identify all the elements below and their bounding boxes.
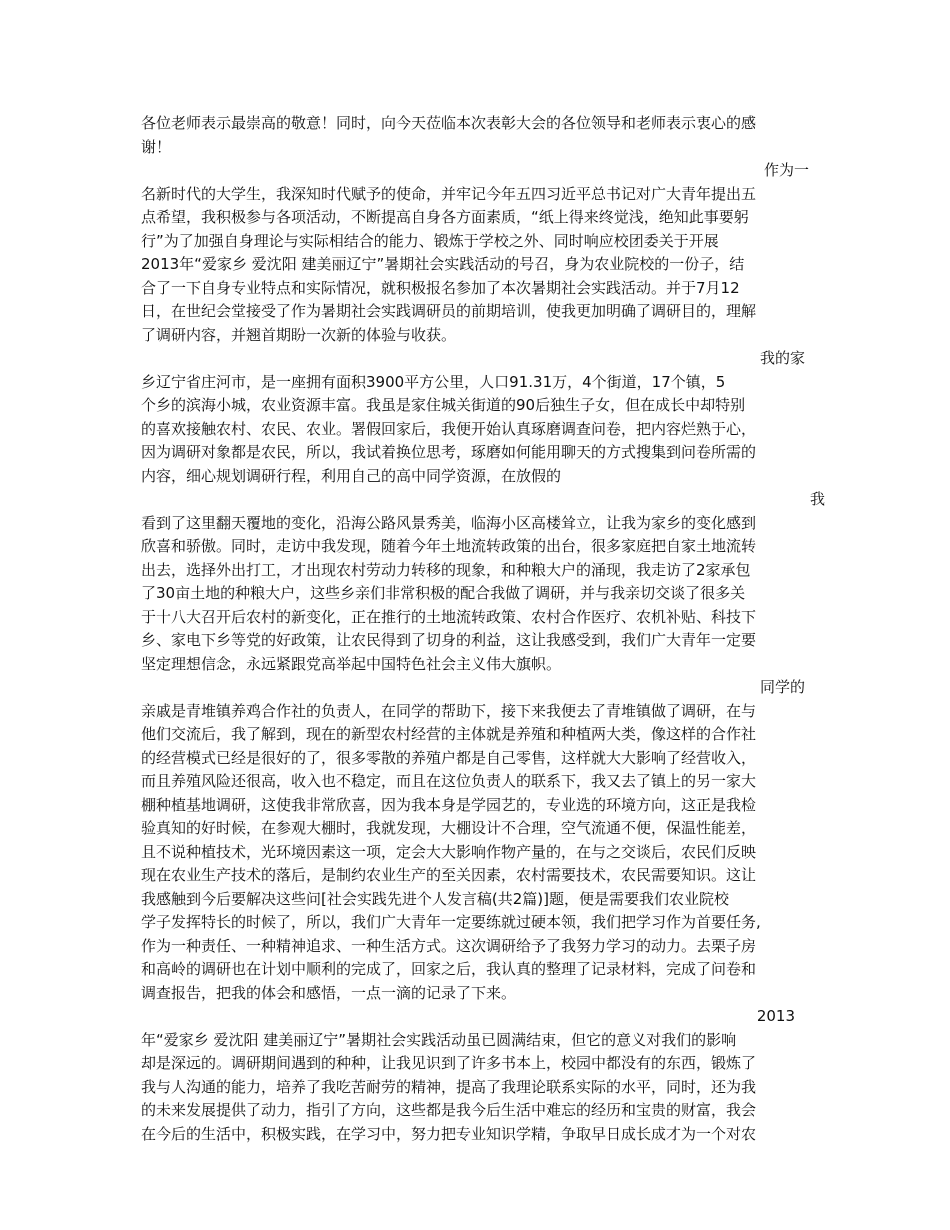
text-line: 出去，选择外出打工，才出现农村劳动力转移的现象，和种粮大户的涌现，我走访了2家承包 (141, 560, 751, 579)
paragraph-4 (141, 488, 825, 676)
text-line: 我感触到今后要解决这些问[社会实践先进个人发言稿(共2篇)]题，便是需要我们农业院校 (141, 889, 729, 908)
text-line: 作为一种责任、一种精神追求、一种生活方式。这次调研给予了我努力学习的动力。去栗子房 (141, 936, 757, 955)
text-line: 且不说种植技术，光环境因素这一项，定会大大影响作物产量的，在与之交谈后，农民们反映 (141, 842, 757, 861)
text-line: 年“爱家乡 爱沈阳 建美丽辽宁”暑期社会实践活动虽已圆满结束，但它的意义对我们的影响 (141, 1030, 737, 1049)
text-line: 欣喜和骄傲。同时，走访中我发现，随着今年土地流转政策的出台，很多家庭把自家土地流转 (141, 537, 757, 555)
text-line: 验真知的好时候，在参观大棚时，我就发现，大棚设计不合理，空气流通不便，保温性能差， (141, 819, 757, 837)
text-line: 现在农业生产技术的落后，是制约农业生产的至关因素，农村需要技术，农民需要知识。这让 (141, 866, 757, 884)
paragraph-2 (141, 159, 817, 347)
document-page (141, 112, 825, 1146)
paragraph-5 (141, 676, 817, 1005)
paragraph-lead: 我的家 (759, 349, 805, 367)
text-line: 却是深远的。调研期间遇到的种种，让我见识到了许多书本上，校园中都没有的东西，锻炼了 (141, 1054, 757, 1072)
text-line: 我与人沟通的能力，培养了我吃苦耐劳的精神，提高了我理论联系实际的水平，同时，还为我 (141, 1077, 757, 1096)
text-line: 个乡的滨海小城，农业资源丰富。我虽是家住城关街道的90后独生子女，但在成长中却特别 (141, 396, 746, 414)
text-line: 棚种植基地调研，这使我非常欣喜，因为我本身是学园艺的，专业选的环境方向，这正是我检 (141, 795, 757, 814)
paragraph-lead: 我 (809, 490, 825, 508)
text-line: 乡、家电下乡等党的好政策，让农民得到了切身的利益，这让我感受到，我们广大青年一定要 (141, 631, 757, 649)
text-line: 各位老师表示最崇高的敬意！同时，向今天莅临本次表彰大会的各位领导和老师表示衷心的感 (141, 114, 757, 132)
text-line: 坚定理想信念，永远紧跟党高举起中国特色社会主义伟大旗帜。 (141, 654, 562, 673)
text-line: 和高岭的调研也在计划中顺利的完成了，回家之后，我认真的整理了记录材料，完成了问卷和 (141, 960, 757, 978)
text-line: 点希望，我积极参与各项活动，不断提高自身各方面素质，“纸上得来终觉浅，绝知此事要躬 (141, 208, 749, 226)
text-line: 行”为了加强自身理论与实际相结合的能力、锻炼于学校之外、同时响应校团委关于开展 (141, 231, 719, 250)
paragraph-3 (141, 347, 817, 488)
text-line: 谢！ (141, 137, 172, 156)
paragraph-lead: 作为一 (763, 161, 809, 179)
text-line: 在今后的生活中，积极实践，在学习中，努力把专业知识学精，争取早日成长成才为一个对农 (141, 1124, 757, 1143)
text-line: 于十八大召开后农村的新变化，正在推行的土地流转政策、农村合作医疗、农机补贴、科技下 (141, 607, 757, 626)
paragraph-lead: 2013 (756, 1007, 795, 1025)
text-line: 名新时代的大学生，我深知时代赋予的使命，并牢记今年五四习近平总书记对广大青年提出五 (141, 184, 757, 203)
text-line: 日，在世纪会堂接受了作为暑期社会实践调研员的前期培训，使我更加明确了调研目的，理解 (141, 302, 757, 320)
text-line: 的经营模式已经是很好的了，很多零散的养殖户都是自己零售，这样就大大影响了经营收入， (141, 748, 757, 767)
paragraph-lead: 同学的 (759, 678, 805, 696)
text-line: 学子发挥特长的时候了，所以，我们广大青年一定要练就过硬本领，我们把学习作为首要任务, (141, 913, 761, 931)
text-line: 2013年“爱家乡 爱沈阳 建美丽辽宁”暑期社会实践活动的号召，身为农业院校的一份子，结 (141, 255, 745, 273)
paragraph-6 (141, 1005, 817, 1146)
text-line: 因为调研对象都是农民，所以，我试着换位思考，琢磨如何能用聊天的方式搜集到问卷所需的 (141, 443, 757, 461)
text-line: 内容，细心规划调研行程，利用自己的高中同学资源，在放假的 (141, 466, 562, 485)
text-line: 而且养殖风险还很高，收入也不稳定，而且在这位负责人的联系下，我又去了镇上的另一家大 (141, 772, 757, 790)
text-line: 了30亩土地的种粮大户，这些乡亲们非常积极的配合我做了调研，并与我亲切交谈了很多关 (141, 584, 746, 602)
text-line: 合了一下自身专业特点和实际情况，就积极报名参加了本次暑期社会实践活动。并于7月12 (141, 278, 740, 297)
text-line: 的喜欢接触农村、农民、农业。署假回家后，我便开始认真琢磨调查问卷，把内容烂熟于心， (141, 419, 757, 438)
text-line: 看到了这里翻天覆地的变化，沿海公路风景秀美，临海小区高楼耸立，让我为家乡的变化感到 (141, 513, 757, 532)
text-line: 他们交流后，我了解到，现在的新型农村经营的主体就是养殖和种植两大类，像这样的合作社 (141, 725, 757, 743)
paragraph-1 (141, 112, 817, 159)
text-line: 调查报告，把我的体会和感悟，一点一滴的记录了下来。 (141, 983, 517, 1002)
text-line: 了调研内容，并翘首期盼一次新的体验与收获。 (141, 325, 457, 344)
text-line: 乡辽宁省庄河市，是一座拥有面积3900平方公里，人口91.31万，4个街道，17个镇，5 (141, 372, 726, 391)
text-line: 的未来发展提供了动力，指引了方向，这些都是我今后生活中难忘的经历和宝贵的财富，我会 (141, 1101, 757, 1119)
text-line: 亲戚是青堆镇养鸡合作社的负责人，在同学的帮助下，接下来我便去了青堆镇做了调研，在与 (141, 701, 757, 720)
